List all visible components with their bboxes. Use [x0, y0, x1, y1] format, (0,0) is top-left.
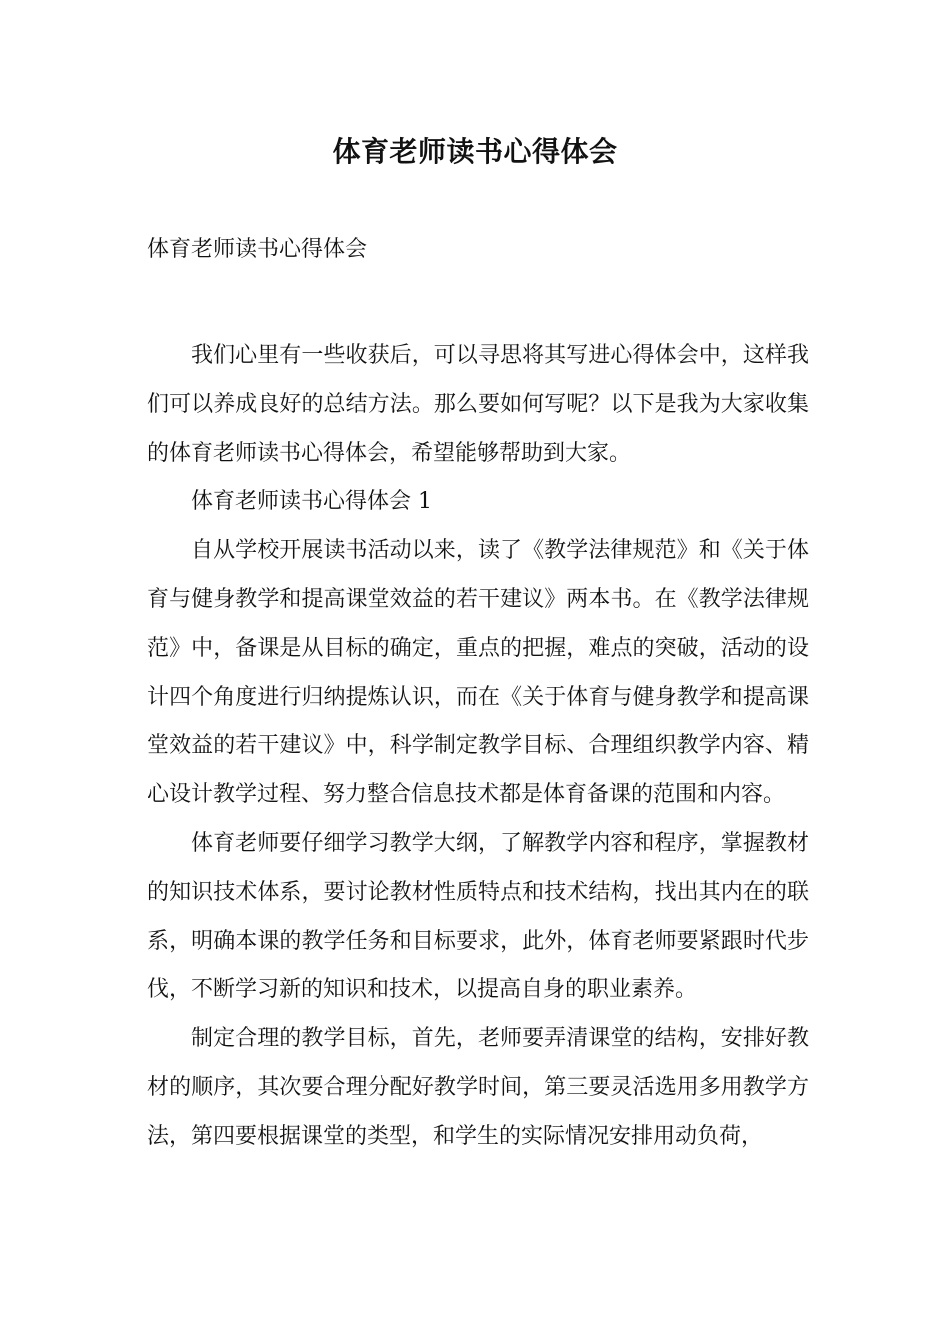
body-paragraph: 制定合理的教学目标，首先，老师要弄清课堂的结构，安排好教材的顺序，其次要合理分配好教学时间，第三要灵活选用多用教学方法，第四要根据课堂的类型，和学生的实际情况安排用动负荷，: [147, 1026, 809, 1149]
intro-paragraph: 我们心里有一些收获后，可以寻思将其写进心得体会中，这样我们可以养成良好的总结方法。那么要如何写呢？以下是我为大家收集的体育老师读书心得体会，希望能够帮助到大家。: [147, 343, 809, 466]
body-paragraph: 自从学校开展读书活动以来，读了《教学法律规范》和《关于体育与健身教学和提高课堂效益的若干建议》两本书。在《教学法律规范》中，备课是从目标的确定，重点的把握，难点的突破，活动的设计四个角度进行归纳提炼认识，而在《关于体育与健身教学和提高课堂效益的若干建议》中，科学制定教学目标、合理组织教学内容、精心设计教学过程、努力整合信息技术都是体育备课的范围和内容。: [147, 538, 809, 808]
document-body: [147, 332, 809, 1162]
document-subtitle: 体育老师读书心得体会: [147, 237, 368, 262]
section-heading: 体育老师读书心得体会 1: [191, 489, 432, 515]
body-paragraph: 体育老师要仔细学习教学大纲，了解教学内容和程序，掌握教材的知识技术体系，要讨论教材性质特点和技术结构，找出其内在的联系，明确本课的教学任务和目标要求，此外，体育老师要紧跟时代步伐，不断学习新的知识和技术，以提高自身的职业素养。: [147, 830, 809, 1003]
document-title: 体育老师读书心得体会: [332, 135, 618, 168]
